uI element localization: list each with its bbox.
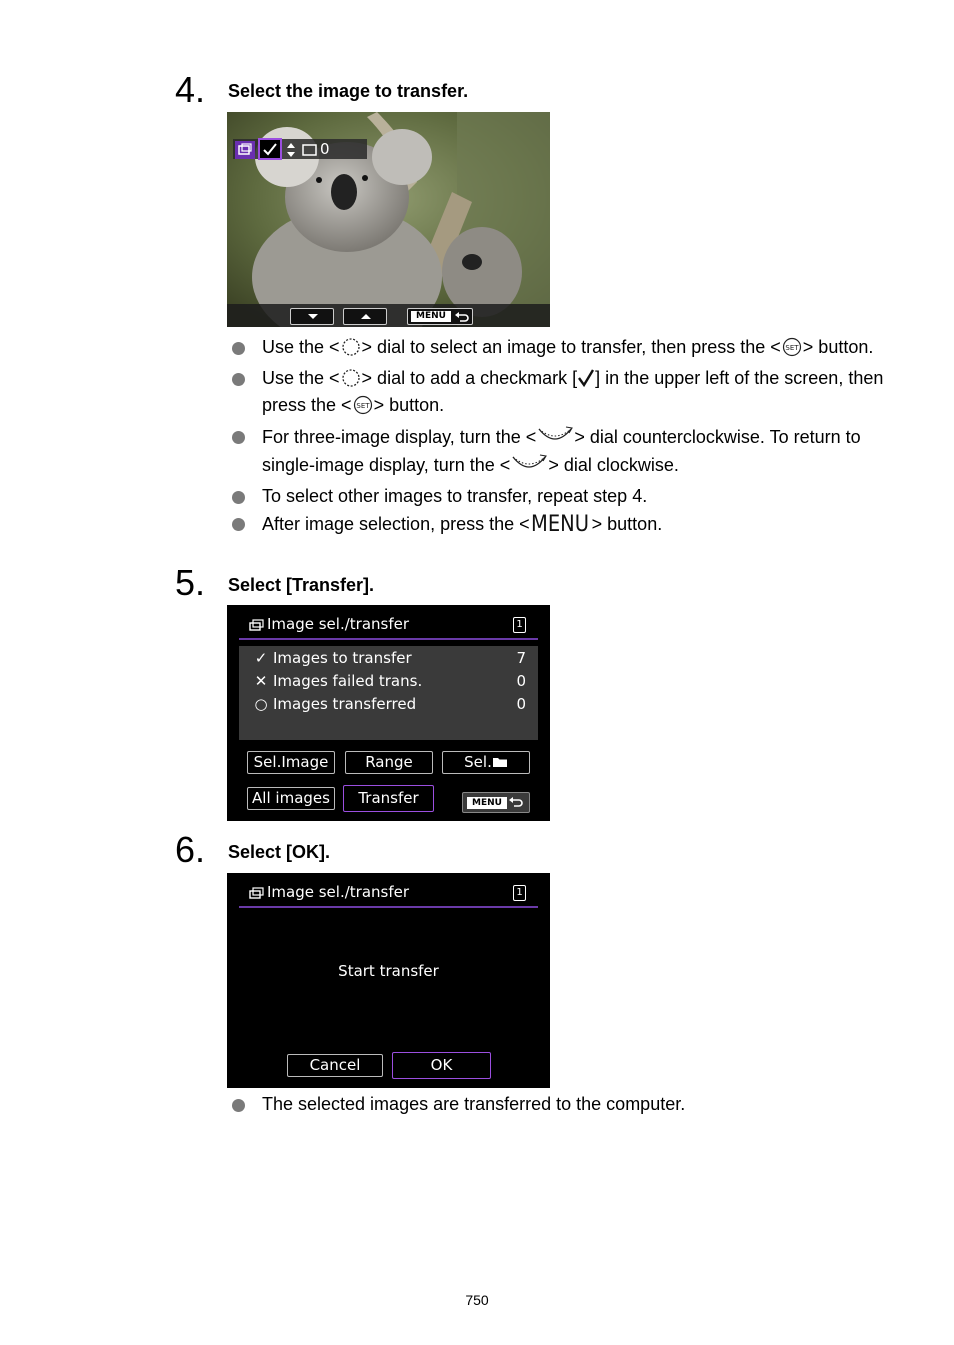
row-images-to-transfer: ✓ Images to transfer 7 [251, 649, 526, 672]
triangle-up-icon [344, 309, 388, 324]
circle-icon: ○ [254, 695, 268, 713]
screen-title: Image sel./transfer [267, 615, 410, 633]
transfer-mode-icon [249, 887, 265, 900]
triangle-down-icon [291, 309, 335, 324]
page-number: 750 [465, 1292, 489, 1308]
checkmark-icon [260, 140, 280, 158]
bullet-item: Use the < > dial to select an image to transfer, then press the < SET > button. [230, 336, 890, 363]
return-arrow-icon [454, 310, 470, 323]
bullet-item: Use the < > dial to add a checkmark [ ] in the upper left of the screen, then press the < SET > button. [230, 367, 890, 421]
checkmark-box[interactable] [258, 138, 282, 160]
step-number-4: 4. [175, 69, 206, 110]
step-4-bullets [230, 336, 890, 544]
folder-icon [492, 756, 508, 768]
step-title-4: Select the image to transfer. [228, 81, 469, 101]
main-dial-icon [536, 425, 574, 453]
image-transfer-menu-screen [227, 605, 550, 821]
transfer-button[interactable]: Transfer [343, 785, 434, 812]
range-button[interactable]: Range [345, 751, 433, 774]
main-dial-icon [510, 453, 548, 481]
return-arrow-icon [508, 795, 524, 809]
checkmark-icon [577, 368, 595, 394]
svg-text:MENU: MENU [530, 512, 589, 534]
image-count-icon [302, 143, 318, 157]
start-transfer-screen [227, 873, 550, 1088]
start-transfer-message: Start transfer [338, 962, 439, 980]
screen-title: Image sel./transfer [267, 883, 410, 901]
card-slot-icon: 1 [513, 885, 526, 901]
cross-icon: ✕ [254, 672, 268, 690]
bullet-item: To select other images to transfer, repeat step 4. [230, 485, 890, 508]
step-title-6: Select [OK]. [228, 842, 331, 862]
transfer-mode-icon [249, 619, 265, 632]
step-6-bullets [230, 1093, 890, 1120]
menu-back-button[interactable] [407, 308, 473, 325]
card-slot-icon: 1 [513, 617, 526, 633]
menu-label: MENU [467, 797, 507, 809]
step-number-5: 5. [175, 562, 206, 603]
menu-label: MENU [411, 311, 451, 322]
row-images-transferred: ○ Images transferred 0 [251, 695, 526, 718]
quick-control-dial-icon [340, 337, 362, 363]
menu-button-icon [530, 512, 592, 540]
sel-image-button[interactable]: Sel.Image [247, 751, 335, 774]
sel-folder-button[interactable]: Sel. [442, 751, 530, 774]
bullet-item: The selected images are transferred to the computer. [230, 1093, 890, 1116]
transfer-mode-icon [235, 141, 255, 159]
up-button[interactable] [343, 308, 387, 325]
set-button-icon [781, 337, 803, 363]
up-down-arrows-icon [286, 142, 296, 158]
transfer-status-list [239, 646, 538, 740]
quick-control-dial-icon [340, 368, 362, 394]
svg-text:SET: SET [785, 344, 799, 352]
bullet-item: For three-image display, turn the < > dial counterclockwise. To return to single-image display, turn the < > dial clockwise. [230, 425, 890, 481]
check-icon: ✓ [254, 649, 268, 667]
cancel-button[interactable]: Cancel [287, 1054, 383, 1077]
koala-transfer-screen [227, 112, 550, 327]
ok-button[interactable]: OK [392, 1052, 491, 1079]
step-number-6: 6. [175, 829, 206, 870]
bullet-item: After image selection, press the < MENU > button. [230, 512, 890, 540]
svg-text:SET: SET [355, 402, 370, 410]
step-title-5: Select [Transfer]. [228, 575, 375, 595]
menu-back-button[interactable] [462, 792, 530, 813]
all-images-button[interactable]: All images [247, 787, 335, 810]
set-button-icon [352, 395, 374, 421]
image-count: 0 [320, 140, 330, 158]
down-button[interactable] [290, 308, 334, 325]
row-images-failed: ✕ Images failed trans. 0 [251, 672, 526, 695]
